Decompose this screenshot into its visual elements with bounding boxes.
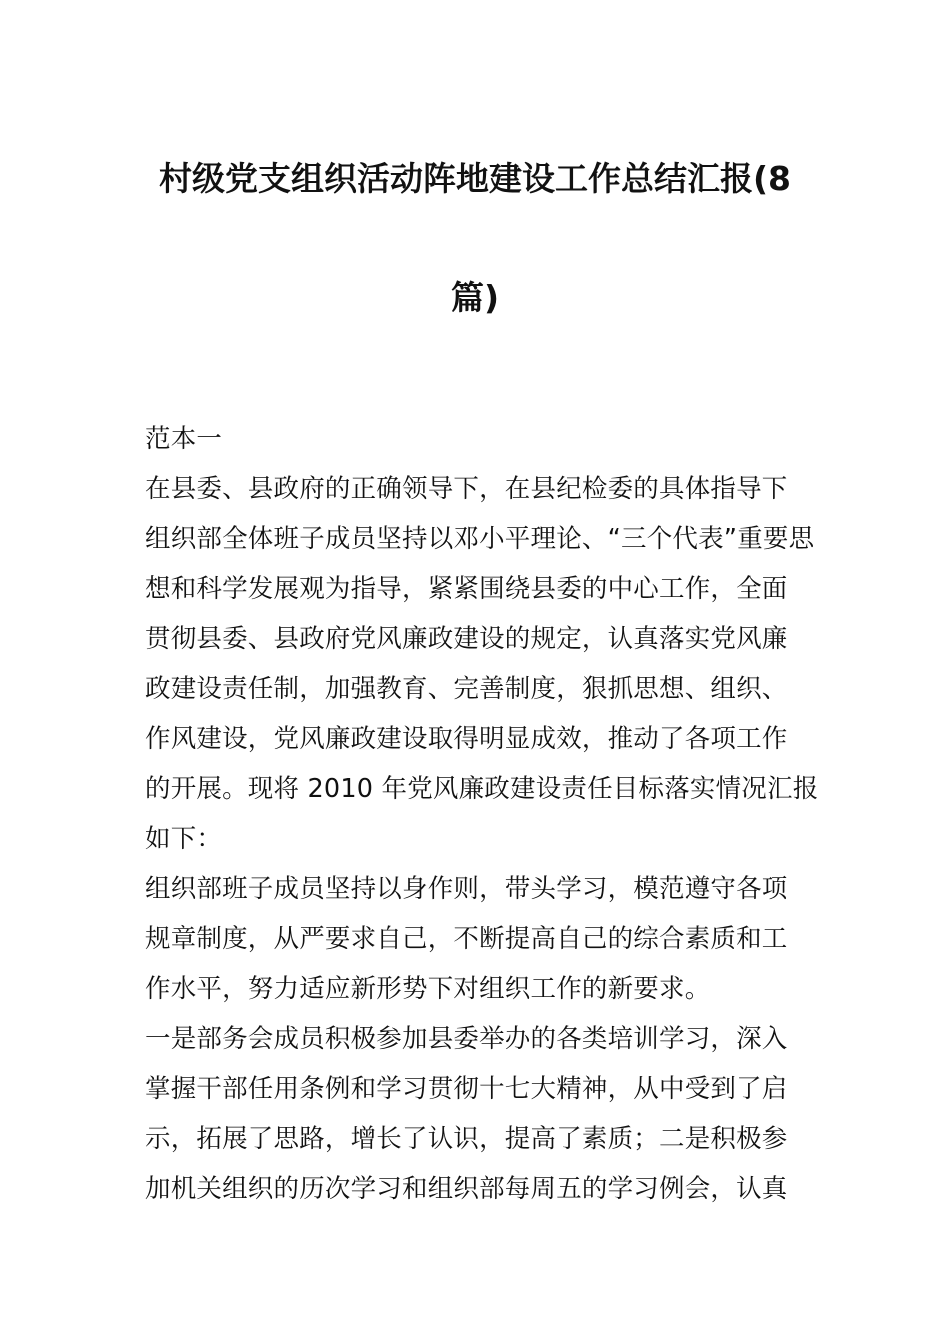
body-line: 规章制度，从严要求自己，不断提高自己的综合素质和工 (145, 924, 788, 954)
body-line: 在县委、县政府的正确领导下，在县纪检委的具体指导下 (145, 474, 788, 504)
body-line: 组织部全体班子成员坚持以邓小平理论、“三个代表”重要思 (145, 524, 815, 554)
body-line: 的开展。现将 2010 年党风廉政建设责任目标落实情况汇报 (145, 774, 819, 804)
document-body (145, 414, 819, 1214)
body-line: 示，拓展了思路，增长了认识，提高了素质；二是积极参 (145, 1124, 788, 1154)
section-heading: 范本一 (145, 424, 223, 454)
body-line: 贯彻县委、县政府党风廉政建设的规定，认真落实党风廉 (145, 624, 788, 654)
body-line: 组织部班子成员坚持以身作则，带头学习，模范遵守各项 (145, 874, 788, 904)
body-line: 加机关组织的历次学习和组织部每周五的学习例会，认真 (145, 1174, 788, 1204)
body-line: 作水平，努力适应新形势下对组织工作的新要求。 (145, 974, 711, 1004)
body-line: 一是部务会成员积极参加县委举办的各类培训学习，深入 (145, 1024, 788, 1054)
document-title-line-2: 篇) (450, 278, 500, 317)
document-title-line-1: 村级党支组织活动阵地建设工作总结汇报(8 (158, 159, 792, 198)
body-line: 如下： (145, 824, 223, 854)
body-line: 想和科学发展观为指导，紧紧围绕县委的中心工作，全面 (145, 574, 788, 604)
body-line: 作风建设，党风廉政建设取得明显成效，推动了各项工作 (145, 724, 788, 754)
body-line: 政建设责任制，加强教育、完善制度，狠抓思想、组织、 (145, 674, 788, 704)
body-line: 掌握干部任用条例和学习贯彻十七大精神，从中受到了启 (145, 1074, 788, 1104)
